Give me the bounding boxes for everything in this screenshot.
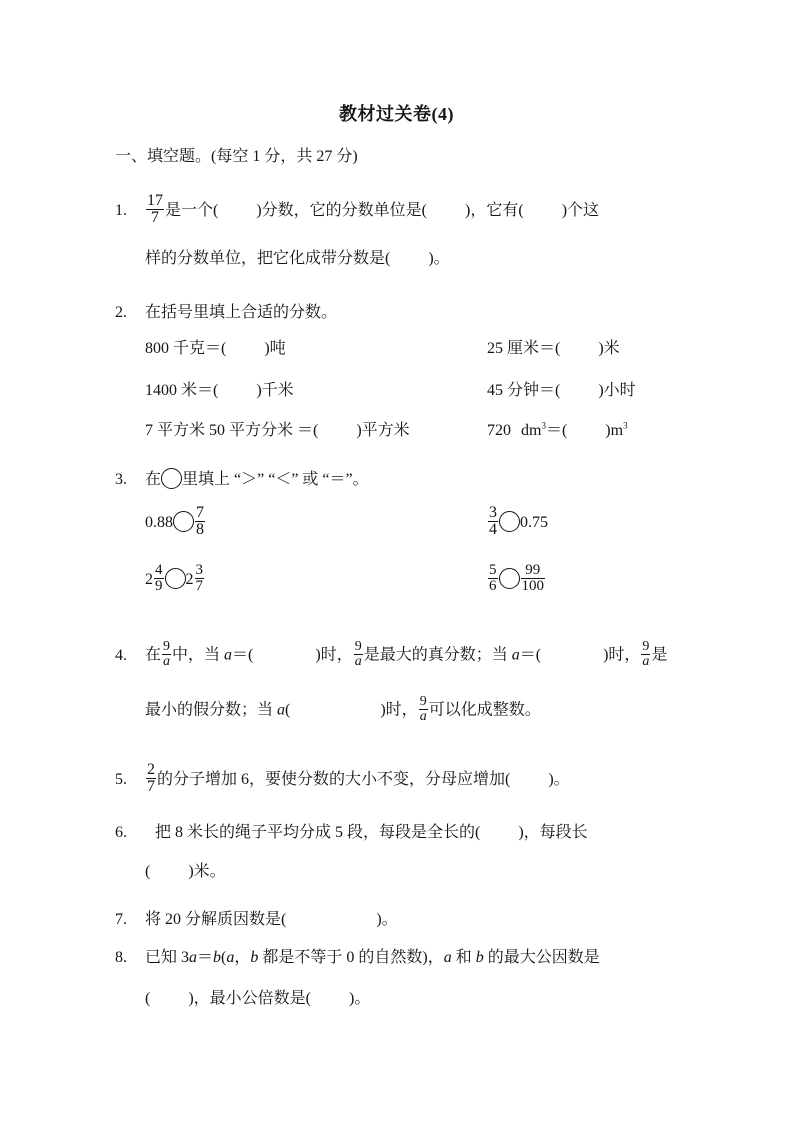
q2-r3-left-unit: )平方米 xyxy=(356,422,410,439)
q8-line2-c: )。 xyxy=(349,990,371,1007)
question-2-row-1-right xyxy=(487,335,620,358)
q4-text-e: 是最大的真分数；当 xyxy=(363,646,512,664)
q8-text-c: ( xyxy=(221,949,227,966)
q2-r3-right-value: 720 xyxy=(487,422,511,439)
q3-r2-left-a-fraction xyxy=(154,563,164,595)
q3-r1-left-frac-den: 8 xyxy=(196,521,204,539)
q3-r1-left-circle-blank[interactable] xyxy=(173,511,194,532)
question-2-row-1-left xyxy=(145,335,286,358)
q3-r2-right-circle-blank[interactable] xyxy=(499,568,520,589)
q8-text-e: 都是不等于 0 的自然数)， xyxy=(258,949,444,966)
q2-r3-equals: ＝( xyxy=(545,422,568,439)
q8-text-b: ＝ xyxy=(197,949,214,966)
q3-r1-left-decimal: 0.88 xyxy=(145,514,173,532)
q3-r2-right-fraction-a xyxy=(488,563,498,595)
q3-r2-left-circle-blank[interactable] xyxy=(165,568,186,589)
q3-r2-right-fraction-b xyxy=(521,563,546,595)
q3-r2-left-a-num: 4 xyxy=(155,562,163,578)
q3-r1-right-frac-num: 3 xyxy=(489,504,497,521)
question-3-row-2-right xyxy=(487,563,546,595)
q3-r2-right-a-num: 5 xyxy=(489,562,497,578)
page-title: 教材过关卷(4) xyxy=(339,104,454,124)
q6-line2-b: )米。 xyxy=(188,863,226,880)
q2-r2-right-text: 45 分钟＝( xyxy=(487,382,561,399)
question-3-prompt-circle-icon xyxy=(161,468,182,489)
q4-f3-den: a xyxy=(642,654,650,670)
question-1-number: 1. xyxy=(115,202,127,220)
question-1-fraction xyxy=(146,193,164,227)
q4-fraction-2 xyxy=(354,640,363,670)
question-3-row-1-left xyxy=(145,505,206,539)
q7-text-b: )。 xyxy=(376,911,398,928)
q3-r2-left-b-whole: 2 xyxy=(185,571,194,588)
question-2-row-2-right xyxy=(487,377,636,400)
q3-r2-right-a-den: 6 xyxy=(489,578,497,595)
question-8-number: 8. xyxy=(115,949,127,966)
q8-text-a: 已知 3 xyxy=(145,949,190,966)
q4-fraction-3 xyxy=(641,640,650,670)
question-6-number: 6. xyxy=(115,824,127,841)
question-1-line2-text: 样的分数单位，把它化成带分数是( xyxy=(145,250,391,267)
section-heading: 一、填空题。(每空 1 分，共 27 分) xyxy=(115,148,358,165)
question-2-row-2-left xyxy=(145,377,294,400)
q3-r1-left-fraction xyxy=(195,505,205,539)
q4-line2-var: a xyxy=(277,701,286,719)
q3-r2-left-a-den: 9 xyxy=(155,578,163,595)
q4-var-a-2: a xyxy=(511,646,520,664)
q8-var-a: a xyxy=(189,949,198,966)
q2-r3-left-text: 7 平方米 50 平方分米 ＝( xyxy=(145,422,319,439)
question-1-text-c: )，它有( xyxy=(465,202,524,220)
q8-var-d: b xyxy=(250,949,259,966)
q4-f1-num: 9 xyxy=(163,639,171,654)
q4-text-f: ＝( xyxy=(519,646,542,664)
q3-r1-right-fraction xyxy=(488,505,498,539)
question-1-line-2 xyxy=(145,245,450,268)
q4-f2-num: 9 xyxy=(354,639,362,654)
question-5-number: 5. xyxy=(115,771,127,789)
question-8 xyxy=(115,943,600,973)
q8-text-d: ， xyxy=(234,949,251,966)
q4-text-h: 是 xyxy=(651,646,668,664)
question-3 xyxy=(115,465,369,495)
q4-text-g: )时， xyxy=(603,646,641,664)
q8-text-g: 的最大公因数是 xyxy=(483,949,600,966)
question-3-prompt-b: 里填上 “＞” “＜” 或 “＝”。 xyxy=(182,471,369,488)
q3-r1-left-frac-num: 7 xyxy=(196,504,204,521)
q8-var-e: a xyxy=(443,949,452,966)
q2-r1-right-text: 25 厘米＝( xyxy=(487,340,561,357)
question-2 xyxy=(115,298,337,328)
question-1-text-a: 是一个( xyxy=(165,202,219,220)
question-4-line-2 xyxy=(145,695,541,725)
q5-fraction xyxy=(146,762,156,796)
q3-r1-right-circle-blank[interactable] xyxy=(499,511,520,532)
q4-var-a-1: a xyxy=(224,646,233,664)
q4-f4-den: a xyxy=(419,709,427,725)
q2-r3-unit-exponent: 3 xyxy=(541,420,546,431)
q3-r1-right-frac-den: 4 xyxy=(489,521,497,539)
question-8-line-2 xyxy=(145,985,370,1008)
q4-text-b: 中，当 xyxy=(172,646,225,664)
q8-line2-b: )，最小公倍数是( xyxy=(188,990,311,1007)
q8-var-f: b xyxy=(475,949,484,966)
q5-text: 的分子增加 6，要使分数的大小不变，分母应增加( xyxy=(157,771,511,789)
q3-r2-left-b-fraction xyxy=(195,563,205,595)
question-7 xyxy=(115,905,398,935)
q8-line2-a: ( xyxy=(145,990,151,1007)
q3-r2-left-mixed-a xyxy=(145,563,165,595)
question-6-line-2 xyxy=(145,858,226,881)
question-6 xyxy=(115,818,588,848)
q6-text-b: )，每段长 xyxy=(518,824,588,841)
q2-r1-right-unit: )米 xyxy=(598,340,620,357)
q5-text-end: )。 xyxy=(548,771,570,789)
q3-r2-left-mixed-b xyxy=(186,563,206,595)
q2-r1-left-unit: )吨 xyxy=(264,340,286,357)
q2-r3-end-base: )m xyxy=(605,422,624,439)
q4-text-d: )时， xyxy=(315,646,353,664)
q7-text-a: 将 20 分解质因数是( xyxy=(145,911,287,928)
q4-fraction-4 xyxy=(419,695,428,725)
question-3-prompt-a: 在 xyxy=(145,471,162,488)
question-4-number: 4. xyxy=(115,646,127,664)
q4-text-a: 在 xyxy=(145,646,162,664)
question-1-text-b: )分数，它的分数单位是( xyxy=(256,202,428,220)
q6-text-a: 把 8 米长的绳子平均分成 5 段，每段是全长的( xyxy=(155,824,481,841)
q4-f2-den: a xyxy=(354,654,362,670)
q4-line2-c: )时， xyxy=(380,701,418,719)
question-7-number: 7. xyxy=(115,911,127,928)
q2-r2-left-text: 1400 米＝( xyxy=(145,382,219,399)
q8-text-f: 和 xyxy=(451,949,476,966)
question-1 xyxy=(115,193,599,227)
q3-r1-right-decimal: 0.75 xyxy=(520,514,548,532)
question-2-row-3-left xyxy=(145,417,410,440)
q2-r1-left-text: 800 千克＝( xyxy=(145,340,227,357)
q2-r3-end-exponent: 3 xyxy=(623,420,628,431)
q3-r2-right-b-num: 99 xyxy=(521,563,546,579)
q6-line2-a: ( xyxy=(145,863,151,880)
q2-r2-right-unit: )小时 xyxy=(598,382,636,399)
question-2-number: 2. xyxy=(115,304,127,321)
q4-f4-num: 9 xyxy=(419,694,427,709)
q4-text-c: ＝( xyxy=(232,646,254,664)
q4-fraction-1 xyxy=(162,640,171,670)
q2-r2-left-unit: )千米 xyxy=(256,382,294,399)
q3-r2-left-b-den: 7 xyxy=(195,578,203,595)
q4-line2-a: 最小的假分数；当 xyxy=(145,701,278,719)
question-1-fraction-denominator: 7 xyxy=(151,209,159,227)
question-5 xyxy=(115,762,570,796)
question-3-number: 3. xyxy=(115,471,127,488)
question-1-text-d: )个这 xyxy=(561,202,600,220)
question-2-row-3-right xyxy=(487,417,628,440)
q4-line2-d: 可以化成整数。 xyxy=(428,701,541,719)
question-3-row-1-right xyxy=(487,505,548,539)
question-4 xyxy=(115,640,667,671)
q4-f1-den: a xyxy=(163,654,171,670)
q3-r2-left-b-num: 3 xyxy=(195,562,203,578)
question-1-fraction-numerator: 17 xyxy=(147,192,163,209)
q8-var-b: b xyxy=(213,949,222,966)
question-2-prompt: 在括号里填上合适的分数。 xyxy=(145,304,338,321)
question-3-row-2-left xyxy=(145,563,205,595)
q4-line2-b: ( xyxy=(285,701,291,719)
question-1-line2-end: )。 xyxy=(428,250,450,267)
q5-frac-den: 7 xyxy=(147,778,155,796)
q3-r2-left-a-whole: 2 xyxy=(145,571,153,588)
q2-r3-unit-base: dm xyxy=(521,422,542,439)
q4-f3-num: 9 xyxy=(642,639,650,654)
q3-r2-right-b-den: 100 xyxy=(521,578,544,595)
q8-var-c: a xyxy=(226,949,235,966)
q5-frac-num: 2 xyxy=(147,761,155,778)
